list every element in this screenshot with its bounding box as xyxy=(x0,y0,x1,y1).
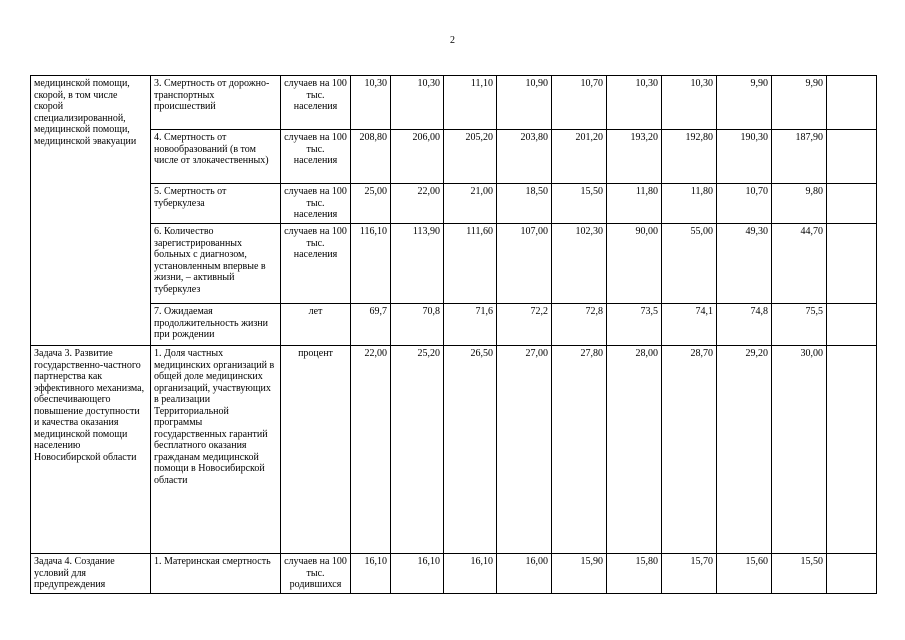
indicator-cell: 4. Смертность от новообразований (в том числе от злокачественных) xyxy=(151,130,281,184)
unit-cell: процент xyxy=(281,346,351,554)
value-cell: 10,70 xyxy=(552,76,607,130)
empty-cell xyxy=(827,184,877,224)
value-cell: 10,90 xyxy=(497,76,552,130)
value-cell: 27,80 xyxy=(552,346,607,554)
task-cell: Задача 4. Создание условий для предупреждения xyxy=(31,554,151,594)
value-cell: 9,90 xyxy=(772,76,827,130)
value-cell: 203,80 xyxy=(497,130,552,184)
value-cell: 11,80 xyxy=(662,184,717,224)
indicator-cell: 1. Материнская смертность xyxy=(151,554,281,594)
unit-cell: случаев на 100 тыс. населения xyxy=(281,130,351,184)
empty-cell xyxy=(827,224,877,304)
value-cell: 10,30 xyxy=(351,76,391,130)
value-cell: 9,80 xyxy=(772,184,827,224)
indicator-cell: 3. Смертность от дорожно-транспортных происшествий xyxy=(151,76,281,130)
table-row xyxy=(31,130,877,184)
indicator-cell: 7. Ожидаемая продолжительность жизни при рождении xyxy=(151,304,281,346)
value-cell: 107,00 xyxy=(497,224,552,304)
table-row xyxy=(31,346,877,554)
value-cell: 113,90 xyxy=(391,224,444,304)
value-cell: 74,8 xyxy=(717,304,772,346)
value-cell: 9,90 xyxy=(717,76,772,130)
value-cell: 22,00 xyxy=(391,184,444,224)
value-cell: 208,80 xyxy=(351,130,391,184)
table-row xyxy=(31,554,877,594)
value-cell: 26,50 xyxy=(444,346,497,554)
value-cell: 73,5 xyxy=(607,304,662,346)
value-cell: 25,00 xyxy=(351,184,391,224)
value-cell: 49,30 xyxy=(717,224,772,304)
indicator-cell: 5. Смертность от туберкулеза xyxy=(151,184,281,224)
indicator-cell: 6. Количество зарегистрированных больных с диагнозом, установленным впервые в жизни, – активный туберкулез xyxy=(151,224,281,304)
page-number: 2 xyxy=(450,35,455,46)
value-cell: 75,5 xyxy=(772,304,827,346)
value-cell: 21,00 xyxy=(444,184,497,224)
empty-cell xyxy=(827,304,877,346)
indicators-table xyxy=(30,75,877,594)
value-cell: 10,30 xyxy=(607,76,662,130)
value-cell: 10,30 xyxy=(391,76,444,130)
value-cell: 10,70 xyxy=(717,184,772,224)
empty-cell xyxy=(827,554,877,594)
unit-cell: лет xyxy=(281,304,351,346)
value-cell: 30,00 xyxy=(772,346,827,554)
value-cell: 16,00 xyxy=(497,554,552,594)
value-cell: 44,70 xyxy=(772,224,827,304)
value-cell: 15,70 xyxy=(662,554,717,594)
empty-cell xyxy=(827,130,877,184)
task-cell: Задача 3. Развитие государственно-частного партнерства как эффективного механизма, обеспечивающего повышение доступности и качества оказания медицинской помощи населению Новосибирской области xyxy=(31,346,151,554)
unit-cell: случаев на 100 тыс. населения xyxy=(281,76,351,130)
table-row xyxy=(31,304,877,346)
value-cell: 11,10 xyxy=(444,76,497,130)
indicator-cell: 1. Доля частных медицинских организаций в общей доле медицинских организаций, участвующих в реализации Территориальной программы государственных гарантий бесплатного оказания гражданам медицинской помощи в Новосибирской области xyxy=(151,346,281,554)
value-cell: 15,80 xyxy=(607,554,662,594)
unit-cell: случаев на 100 тыс. населения xyxy=(281,224,351,304)
value-cell: 15,50 xyxy=(772,554,827,594)
value-cell: 90,00 xyxy=(607,224,662,304)
value-cell: 11,80 xyxy=(607,184,662,224)
value-cell: 18,50 xyxy=(497,184,552,224)
value-cell: 206,00 xyxy=(391,130,444,184)
value-cell: 27,00 xyxy=(497,346,552,554)
empty-cell xyxy=(827,346,877,554)
value-cell: 116,10 xyxy=(351,224,391,304)
value-cell: 15,90 xyxy=(552,554,607,594)
value-cell: 15,60 xyxy=(717,554,772,594)
value-cell: 102,30 xyxy=(552,224,607,304)
value-cell: 28,70 xyxy=(662,346,717,554)
table-row xyxy=(31,76,877,130)
value-cell: 22,00 xyxy=(351,346,391,554)
value-cell: 111,60 xyxy=(444,224,497,304)
value-cell: 71,6 xyxy=(444,304,497,346)
table-row xyxy=(31,224,877,304)
value-cell: 187,90 xyxy=(772,130,827,184)
value-cell: 193,20 xyxy=(607,130,662,184)
value-cell: 205,20 xyxy=(444,130,497,184)
value-cell: 69,7 xyxy=(351,304,391,346)
unit-cell: случаев на 100 тыс. населения xyxy=(281,184,351,224)
value-cell: 201,20 xyxy=(552,130,607,184)
value-cell: 29,20 xyxy=(717,346,772,554)
value-cell: 72,2 xyxy=(497,304,552,346)
value-cell: 28,00 xyxy=(607,346,662,554)
value-cell: 72,8 xyxy=(552,304,607,346)
value-cell: 15,50 xyxy=(552,184,607,224)
value-cell: 10,30 xyxy=(662,76,717,130)
unit-cell: случаев на 100 тыс. родившихся xyxy=(281,554,351,594)
value-cell: 16,10 xyxy=(444,554,497,594)
value-cell: 74,1 xyxy=(662,304,717,346)
value-cell: 16,10 xyxy=(351,554,391,594)
value-cell: 70,8 xyxy=(391,304,444,346)
task-cell: медицинской помощи, скорой, в том числе скорой специализированной, медицинской помощи, медицинской эвакуации xyxy=(31,76,151,346)
value-cell: 25,20 xyxy=(391,346,444,554)
table-row xyxy=(31,184,877,224)
empty-cell xyxy=(827,76,877,130)
value-cell: 192,80 xyxy=(662,130,717,184)
value-cell: 55,00 xyxy=(662,224,717,304)
value-cell: 16,10 xyxy=(391,554,444,594)
value-cell: 190,30 xyxy=(717,130,772,184)
